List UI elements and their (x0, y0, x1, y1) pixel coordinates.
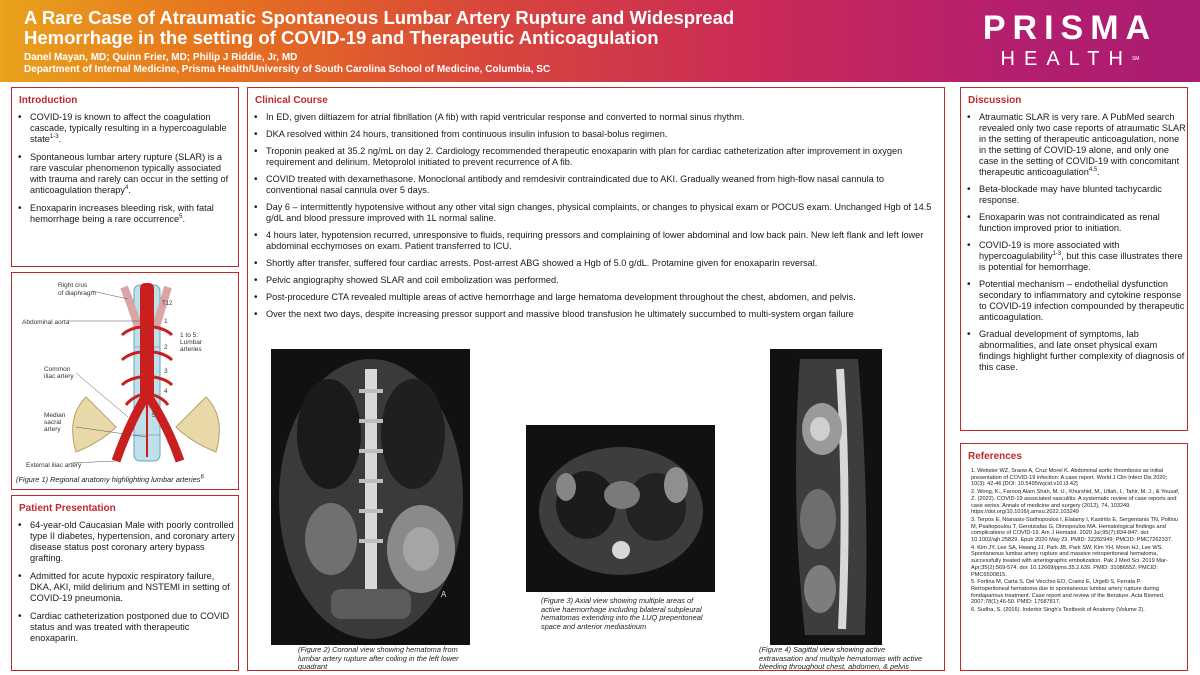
references-list (961, 468, 1187, 614)
item-end: . (1097, 167, 1100, 177)
figure2-caption: (Figure 2) Coronal view showing hematoma from lumbar artery rupture after coiling in the left lower quadrant (298, 645, 459, 671)
label-number-1: 1 (164, 318, 168, 325)
item-text: Enoxaparin was not contraindicated as renal function improved prior to initiation. (979, 212, 1160, 233)
item-text: Beta-blockade may have blunted tachycardic response. (979, 184, 1162, 205)
title-line-1: A Rare Case of Atraumatic Spontaneous Lumbar Artery Rupture and Widespread (24, 7, 735, 28)
authors: Danel Mayan, MD; Quinn Frier, MD; Philip J Riddie, Jr, MD (24, 52, 298, 63)
item-end: . (128, 185, 131, 195)
list-item (12, 112, 238, 145)
label-t12: T12 (162, 301, 173, 307)
list-item: • Pelvic angiography showed SLAR and coil embolization was performed. (248, 275, 944, 286)
item-text: Atraumatic SLAR is very rare. A PubMed search revealed only two case reports of atraumatic SLAR in the setting of therapeutic anticoagulation, none in the setting of COVID-19 alone, and only one case in the setting of COVID-19 with concomitant therapeutic anticoagulation (979, 112, 1186, 177)
references-heading: References (968, 451, 1022, 462)
label-common-iliac-2: iliac artery (44, 373, 74, 380)
list-item: • Troponin peaked at 35.2 ng/mL on day 2. Cardiology recommended therapeutic enoxaparin with plan for cardiac catheterization after improvement in oxygen requirement and delirium. Metoprolol initiated to prevent recurrence of A fib. (248, 146, 944, 168)
title-line-2: Hemorrhage in the setting of COVID-19 and Therapeutic Anticoagulation (24, 27, 659, 48)
label-lumbar-3: arteries (180, 346, 202, 353)
list-item: • In ED, given diltiazem for atrial fibrillation (A fib) with rapid ventricular response and converted to normal sinus rhythm. (248, 112, 944, 123)
list-item (12, 152, 238, 196)
list-item: • Over the next two days, despite increasing pressor support and massive blood transfusion he ultimately succumbed to multi-system organ failure (248, 309, 944, 320)
list-item: • Post-procedure CTA revealed multiple areas of active hemorrhage and large hematoma development throughout the chest, abdomen, and pelvis. (248, 292, 944, 303)
reference-item: 2. Wong, K., Farooq Alam Shah, M. U., Khurshid, M., Ullah, I., Tahir, M. J., & Yousaf, Z. (2022). COVID-19 associated vasculitis: A systematic review of case reports and case series. Annals of medicine and surgery (2012), 74, 103249. https://doi.org/10.1016/j.amsu.2022.103249 (971, 489, 1180, 516)
poster-header (0, 0, 1200, 82)
authors-block (24, 52, 550, 76)
list-item (961, 212, 1187, 234)
item-end: . (58, 134, 62, 144)
ct-sagittal-drawing (770, 349, 882, 645)
list-item: • 64-year-old Caucasian Male with poorly controlled type II diabetes, hypertension, and coronary artery disease status post coronary artery bypass grafting. (12, 520, 238, 564)
label-lumbar-2: Lumbar (180, 339, 203, 346)
discussion-list (961, 112, 1187, 373)
ct-axial-image (526, 425, 715, 592)
label-median-sacral-1: Median (44, 412, 66, 419)
reference-item: 6. Sudha, S. (2016). Inderbir Singh's Textbook of Anatomy (Volume 2). (971, 607, 1145, 614)
list-item: • Cardiac catheterization postponed due to COVID status and was treated with therapeutic enoxaparin. (12, 611, 238, 644)
label-common-iliac-1: Common (44, 366, 71, 373)
clinical-heading: Clinical Course (255, 95, 328, 106)
patient-list (12, 520, 238, 644)
label-median-sacral-3: artery (44, 426, 61, 433)
ct-coronal-drawing (271, 349, 470, 645)
list-item (961, 329, 1187, 373)
list-item (961, 112, 1187, 178)
department: Department of Internal Medicine, Prisma Health/University of South Carolina School of Medicine, Columbia, SC (24, 64, 551, 75)
citation: 1-3 (1052, 250, 1062, 257)
ct-axial-drawing (526, 425, 715, 592)
citation: 6 (200, 474, 204, 481)
logo-main-text: PRISMA (982, 9, 1158, 47)
label-aorta: Abdominal aorta (22, 319, 70, 326)
citation: 4 (125, 184, 129, 191)
item-text: Enoxaparin increases bleeding risk, with fatal hemorrhage being a rare occurrence (30, 203, 214, 224)
list-item (961, 279, 1187, 323)
figure3-caption: (Figure 3) Axial view showing multiple areas of active haemorrhage including bilateral subpleural hematomas extending into the LUQ preperitoneal space and anterior mediastinum (541, 596, 703, 631)
list-item (961, 240, 1187, 273)
figure1-caption (16, 476, 238, 485)
item-text: Potential mechanism – endothelial dysfunction secondary to inflammatory and cytokine response to COVID-19 infection compounded by therapeutic anticoagulation. (979, 279, 1185, 322)
reference-item: 4. Kim JY, Lee SA, Hwang JJ, Park JB, Park SW, Kim YH, Moon HJ, Lee WS. Spontaneous lumbar artery rupture and massive retroperitoneal hematoma, successfully treated with arteriographic embolization. Pak J Med Sci. 2019 Mar-Apr;35(2):569-574. doi: 10.12669/pjms.35.2.639. PMID: 31086552; PMCID: PMC6500815. (971, 544, 1168, 578)
ct-orientation-marker: A (441, 590, 447, 599)
citation: 5 (179, 213, 183, 220)
patient-heading: Patient Presentation (19, 503, 116, 514)
references-panel (960, 443, 1188, 671)
introduction-list (12, 112, 238, 225)
poster-title (24, 8, 904, 48)
logo-health: HEALTH (1000, 48, 1132, 70)
clinical-list (248, 112, 944, 320)
reference-item: 3. Terpos E, Ntanasis-Stathopoulos I, Elalamy I, Kastritis E, Sergentanis TN, Politou M, Psaltopoulou T, Gerotziafas G, Dimopoulos MA. Hematological findings and complications of COVID-19. Am J Hematol. 2020 Jul;95(7):834-847. doi: 10.1002/ajh.25829. Epub 2020 May 23. PMID: 32282949; PMCID: PMC7262337. (971, 516, 1179, 544)
caption-text: (Figure 1) Regional anatomy highlighting lumbar arteries (16, 475, 201, 484)
introduction-panel (11, 87, 239, 267)
item-end: , but this case illustrates there is potential for hemorrhage. (979, 251, 1183, 272)
lumbar-anatomy-illustration (16, 277, 234, 473)
prisma-health-logo (970, 10, 1170, 72)
list-item (961, 184, 1187, 206)
label-crus-2: of diaphragm (58, 290, 96, 297)
label-lumbar-1: 1 to 5: (180, 332, 199, 339)
item-text: COVID-19 is more associated with hypercoagulability (979, 240, 1120, 261)
label-number-4: 4 (164, 388, 168, 395)
citation: 4,5 (1088, 166, 1098, 173)
label-number-5: 5 (152, 412, 156, 419)
ct-coronal-image (271, 349, 470, 645)
list-item: • Admitted for acute hypoxic respiratory failure, DKA, AKI, mild delirium and NSTEMI in setting of COVID-19 pneumonia. (12, 571, 238, 604)
item-text: Spontaneous lumbar artery rupture (SLAR) is a rare vascular phenomenon typically associated with trauma and rarely can occur in the setting of anticoagulation therapy (30, 152, 229, 195)
item-end: . (182, 214, 186, 224)
label-number-3: 3 (164, 368, 168, 375)
list-item: • Day 6 – intermittently hypotensive without any other vital sign changes, physical complaints, or changes to physical exam or POCUS exam. Unchanged Hgb of 14.5 g/dL and blood pressure improved with 1L normal saline. (248, 202, 944, 224)
reference-item: 1. Webster WZ, Sraow A, Cruz Morel K. Abdominal aortic thrombosis as initial presentation of COVID-19 infection: A case report. World J Clin Infect Dis 2020; 10(3): 42-46 [DOI: 10.5495/wjcid.v10.i3.42] (971, 468, 1168, 488)
item-text: Gradual development of symptoms, lab abnormalities, and late onset physical exam findings highlight further complexity of diagnosis of this case. (979, 329, 1185, 372)
label-median-sacral-2: sacral (44, 419, 62, 426)
discussion-heading: Discussion (968, 95, 1022, 106)
logo-sub-text (970, 48, 1170, 70)
label-external-iliac: External iliac artery (26, 462, 82, 469)
figure1-panel (11, 272, 239, 490)
label-crus-1: Right crus (58, 282, 88, 289)
reference-item: 5. Fortina M, Carta S, Del Vecchio EO, Crainz E, Urgelli S, Ferrata P. Retroperitoneal hematoma due to spontaneous lumbar artery rupture during fondaparinux treatment. Case report and review of the literature. Acta Biomed. 2007;78(1):46-50. PMID: 17687817. (971, 579, 1165, 606)
citation: 1-3 (49, 133, 59, 140)
label-number-2: 2 (164, 344, 168, 351)
introduction-heading: Introduction (19, 95, 78, 106)
list-item: • 4 hours later, hypotension recurred, unresponsive to fluids, requiring pressors and complaining of lower abdominal and low back pain. New left flank and left lower abdominal ecchymoses on exam. Patient transferred to ICU. (248, 230, 944, 252)
list-item: • DKA resolved within 24 hours, transitioned from continuous insulin infusion to basal-bolus regimen. (248, 129, 944, 140)
patient-presentation-panel (11, 495, 239, 671)
list-item: • Shortly after transfer, suffered four cardiac arrests. Post-arrest ABG showed a Hgb of 5.0 g/dL. Protamine given for enoxaparin reversal. (248, 258, 944, 269)
ct-sagittal-image (770, 349, 882, 645)
item-text: COVID-19 is known to affect the coagulation cascade, typically resulting in a hypercoagulable state (30, 112, 227, 144)
logo-service-mark: SM (1131, 56, 1140, 62)
figure4-caption: (Figure 4) Sagittal view showing active extravasation and multiple hematomas with active bleeding throughout chest, abdomen, & pelvis (759, 645, 923, 671)
list-item: • COVID treated with dexamethasone. Monoclonal antibody and remdesivir contraindicated due to AKI. Gradually weaned from high-flow nasal cannula to conventional nasal cannula over 5 days. (248, 174, 944, 196)
discussion-panel (960, 87, 1188, 431)
list-item (12, 203, 238, 225)
